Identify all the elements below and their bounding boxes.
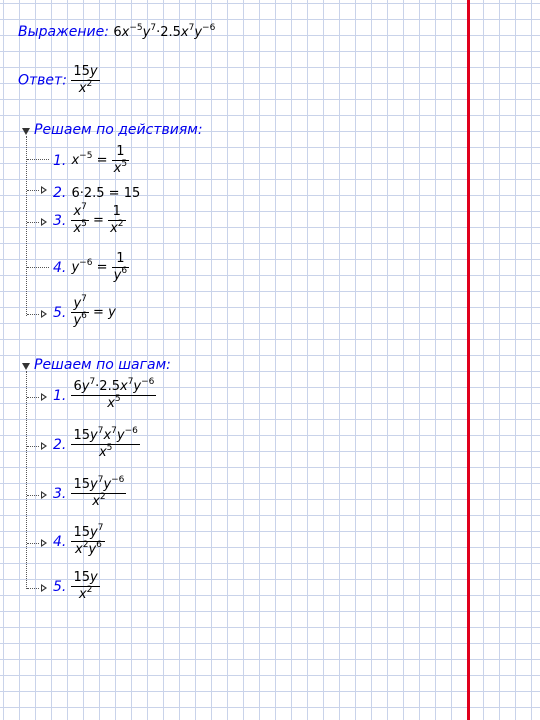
expand-arrow-icon[interactable] bbox=[41, 393, 47, 401]
collapse-arrow-icon[interactable] bbox=[22, 128, 30, 135]
step-formula: $\frac{15y}{x^2}$ bbox=[73, 570, 98, 602]
tree-branch bbox=[27, 190, 39, 191]
expand-arrow-icon[interactable] bbox=[41, 491, 47, 499]
shag-step-5 bbox=[53, 570, 100, 603]
step-formula: $\frac{15y^7}{x^2y^6}$ bbox=[73, 523, 104, 557]
step-formula: $\frac{y^7}{y^6}$ = y bbox=[73, 294, 116, 328]
step-number: 3. bbox=[53, 213, 67, 229]
step-formula: $\frac{15y^7x^7y^{-6}}{x^5}$ bbox=[73, 426, 138, 460]
by-actions-title[interactable]: Решаем по действиям: bbox=[34, 122, 203, 138]
step-number: 5. bbox=[53, 579, 67, 595]
tree-branch bbox=[27, 446, 39, 447]
step-number: 1. bbox=[53, 388, 67, 404]
shag-step-2 bbox=[53, 428, 140, 461]
action-step-5 bbox=[53, 296, 116, 329]
tree-branch bbox=[27, 159, 49, 160]
shag-step-4 bbox=[53, 525, 105, 558]
step-formula: $y^{-6}$ = $\frac{1}{y^6}$ bbox=[71, 251, 128, 283]
expression-row bbox=[18, 24, 215, 40]
step-number: 4. bbox=[53, 534, 67, 550]
step-number: 2. bbox=[53, 437, 67, 453]
step-formula: $\frac{x^7}{x^5}$ = $\frac{1}{x^2}$ bbox=[73, 202, 124, 236]
step-number: 2. bbox=[53, 185, 67, 201]
tree-branch bbox=[27, 267, 49, 268]
tree-branch bbox=[27, 222, 39, 223]
expand-arrow-icon[interactable] bbox=[41, 584, 47, 592]
answer-row bbox=[18, 64, 100, 97]
tree-branch bbox=[27, 397, 39, 398]
tree-branch bbox=[27, 314, 39, 315]
action-step-3 bbox=[53, 204, 126, 237]
notebook-margin-line bbox=[467, 0, 470, 720]
step-formula: $x^{-5}$ = $\frac{1}{x^5}$ bbox=[71, 144, 128, 176]
action-step-2 bbox=[53, 182, 140, 201]
expression-formula: $6x^{-5}y^7\cdot 2.5x^7y^{-6}$ bbox=[113, 23, 216, 40]
step-formula: $\frac{15y^7y^{-6}}{x^2}$ bbox=[73, 475, 125, 509]
shag-step-1 bbox=[53, 379, 156, 412]
step-number: 5. bbox=[53, 305, 67, 321]
tree-connector bbox=[26, 136, 27, 316]
expression-label: Выражение: bbox=[18, 24, 109, 40]
shag-step-3 bbox=[53, 477, 126, 510]
expand-arrow-icon[interactable] bbox=[41, 218, 47, 226]
answer-label: Ответ: bbox=[18, 72, 67, 89]
action-step-1 bbox=[53, 144, 129, 177]
step-formula: 6·2.5 = 15 bbox=[71, 186, 141, 201]
expand-arrow-icon[interactable] bbox=[41, 539, 47, 547]
collapse-arrow-icon[interactable] bbox=[22, 363, 30, 370]
expand-arrow-icon[interactable] bbox=[41, 186, 47, 194]
step-number: 1. bbox=[53, 153, 67, 169]
action-step-4 bbox=[53, 251, 129, 284]
expand-arrow-icon[interactable] bbox=[41, 310, 47, 318]
answer-fraction: $\frac{15y}{x^2}$ bbox=[73, 64, 98, 96]
expand-arrow-icon[interactable] bbox=[41, 442, 47, 450]
step-number: 4. bbox=[53, 260, 67, 276]
step-number: 3. bbox=[53, 486, 67, 502]
by-steps-title[interactable]: Решаем по шагам: bbox=[34, 357, 171, 373]
tree-branch bbox=[27, 543, 39, 544]
tree-branch bbox=[27, 495, 39, 496]
tree-branch bbox=[27, 588, 39, 589]
tree-connector bbox=[26, 371, 27, 589]
step-formula: $\frac{6y^7\cdot 2.5x^7y^{-6}}{x^5}$ bbox=[73, 377, 155, 411]
